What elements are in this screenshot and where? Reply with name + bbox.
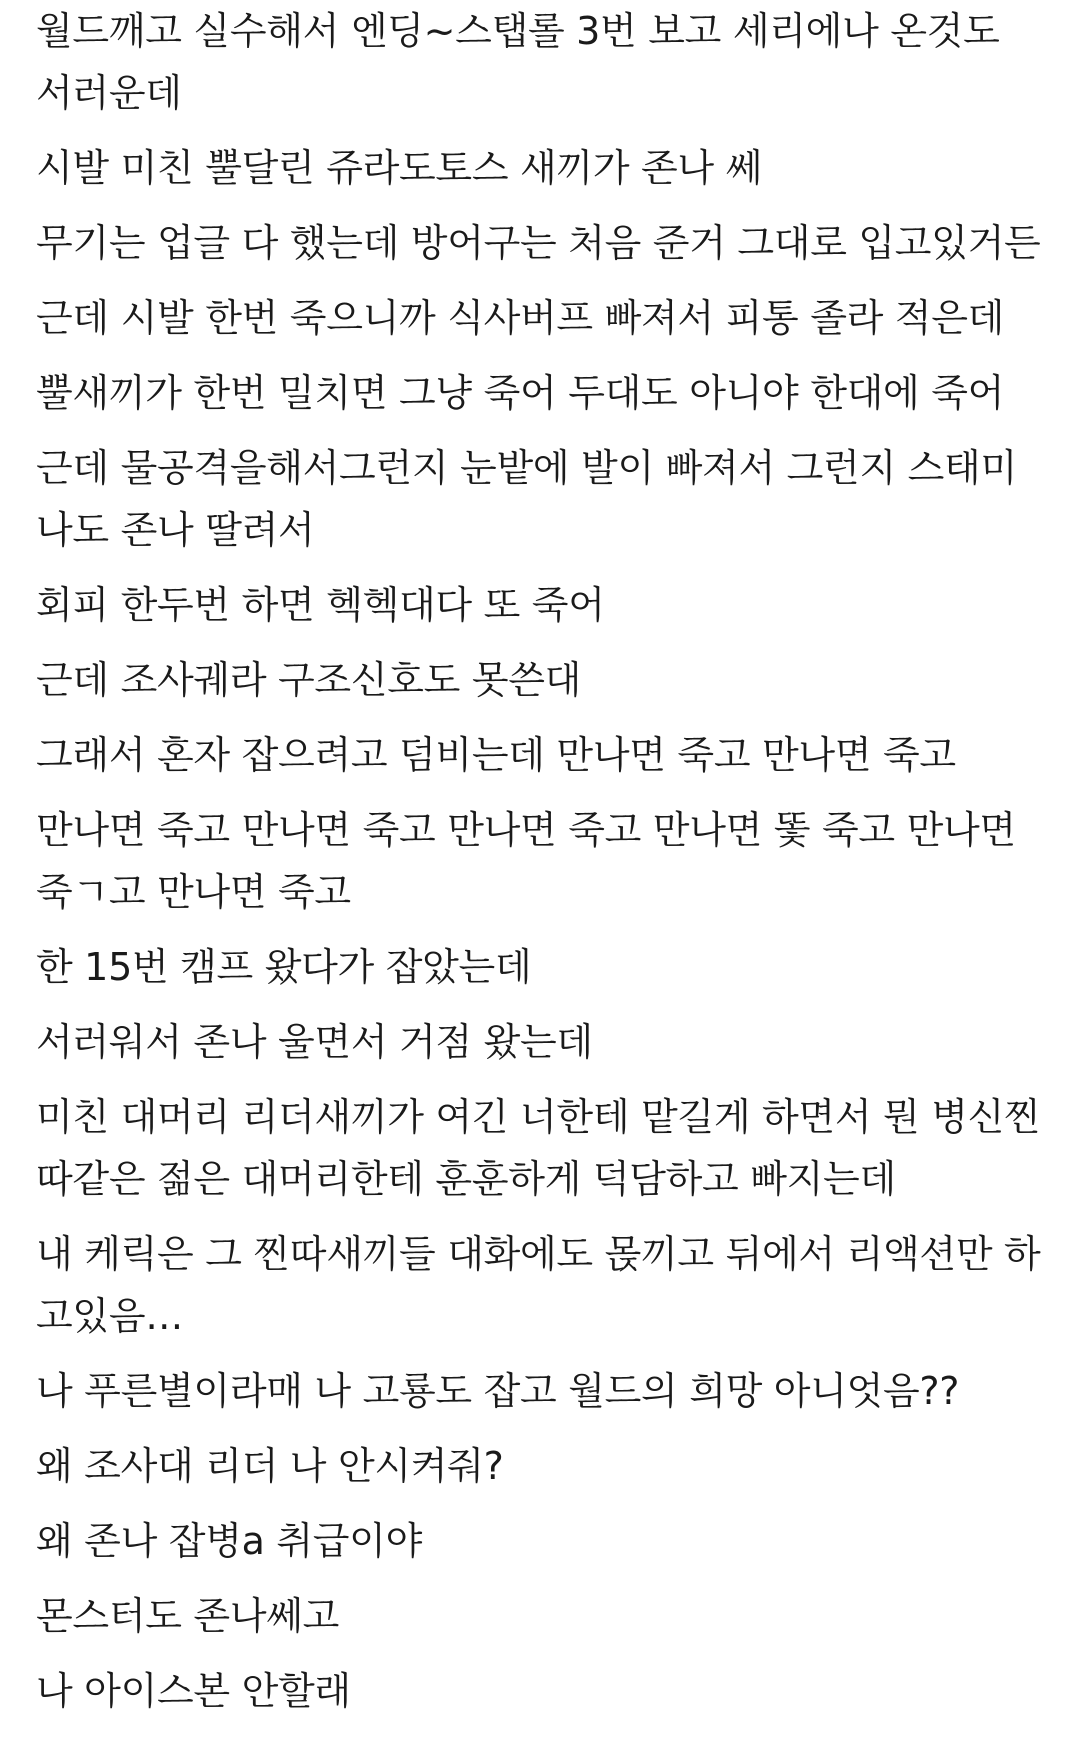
paragraph-10: 만나면 죽고 만나면 죽고 만나면 죽고 만나면 똧 죽고 만나면 죽ㄱ고 만나면 죽고 xyxy=(36,808,1016,914)
paragraph-9: 그래서 혼자 잡으려고 덤비는데 만나면 죽고 만나면 죽고 xyxy=(36,733,956,777)
paragraph-14: 내 케릭은 그 찐따새끼들 대화에도 몭끼고 뒤에서 리액션만 하고있음… xyxy=(36,1232,1041,1338)
paragraph-8: 근데 조사궤라 구조신호도 못쓴대 xyxy=(36,658,582,702)
paragraph-4: 근데 시발 한번 죽으니까 식사버프 빠져서 피통 졸라 적은데 xyxy=(36,296,1005,340)
paragraph-7: 회피 한두번 하면 헥헥대다 또 죽어 xyxy=(36,583,605,627)
paragraph-1: 월드깨고 실수해서 엔딩~스탭롤 3번 보고 세리에나 온것도 서러운데 xyxy=(36,9,1000,115)
paragraph-2: 시발 미친 뿔달린 쥬라도토스 새끼가 존나 쎄 xyxy=(36,146,763,190)
paragraph-19: 나 아이스본 안할래 xyxy=(36,1669,351,1713)
paragraph-17: 왜 존나 잡병a 취급이야 xyxy=(36,1519,422,1563)
paragraph-5: 뿔새끼가 한번 밀치면 그냥 죽어 두대도 아니야 한대에 죽어 xyxy=(36,371,1005,415)
paragraph-18: 몬스터도 존나쎄고 xyxy=(36,1594,340,1638)
paragraph-15: 나 푸른별이라매 나 고룡도 잡고 월드의 희망 아니엇음?? xyxy=(36,1369,960,1413)
paragraph-13: 미친 대머리 리더새끼가 여긴 너한테 맡길게 하면서 뭔 병신찐따같은 젊은 대머리한테 훈훈하게 덕담하고 빠지는데 xyxy=(36,1095,1041,1201)
paragraph-11: 한 15번 캠프 왔다가 잡았는데 xyxy=(36,945,532,989)
post-body xyxy=(36,0,1046,1722)
paragraph-12: 서러워서 존나 울면서 거점 왔는데 xyxy=(36,1020,593,1064)
paragraph-3: 무기는 업글 다 했는데 방어구는 처음 준거 그대로 입고있거든 xyxy=(36,221,1041,265)
paragraph-6: 근데 물공격을해서그런지 눈밭에 발이 빠져서 그런지 스태미나도 존나 딸려서 xyxy=(36,446,1017,552)
paragraph-16: 왜 조사대 리더 나 안시켜줘? xyxy=(36,1444,504,1488)
